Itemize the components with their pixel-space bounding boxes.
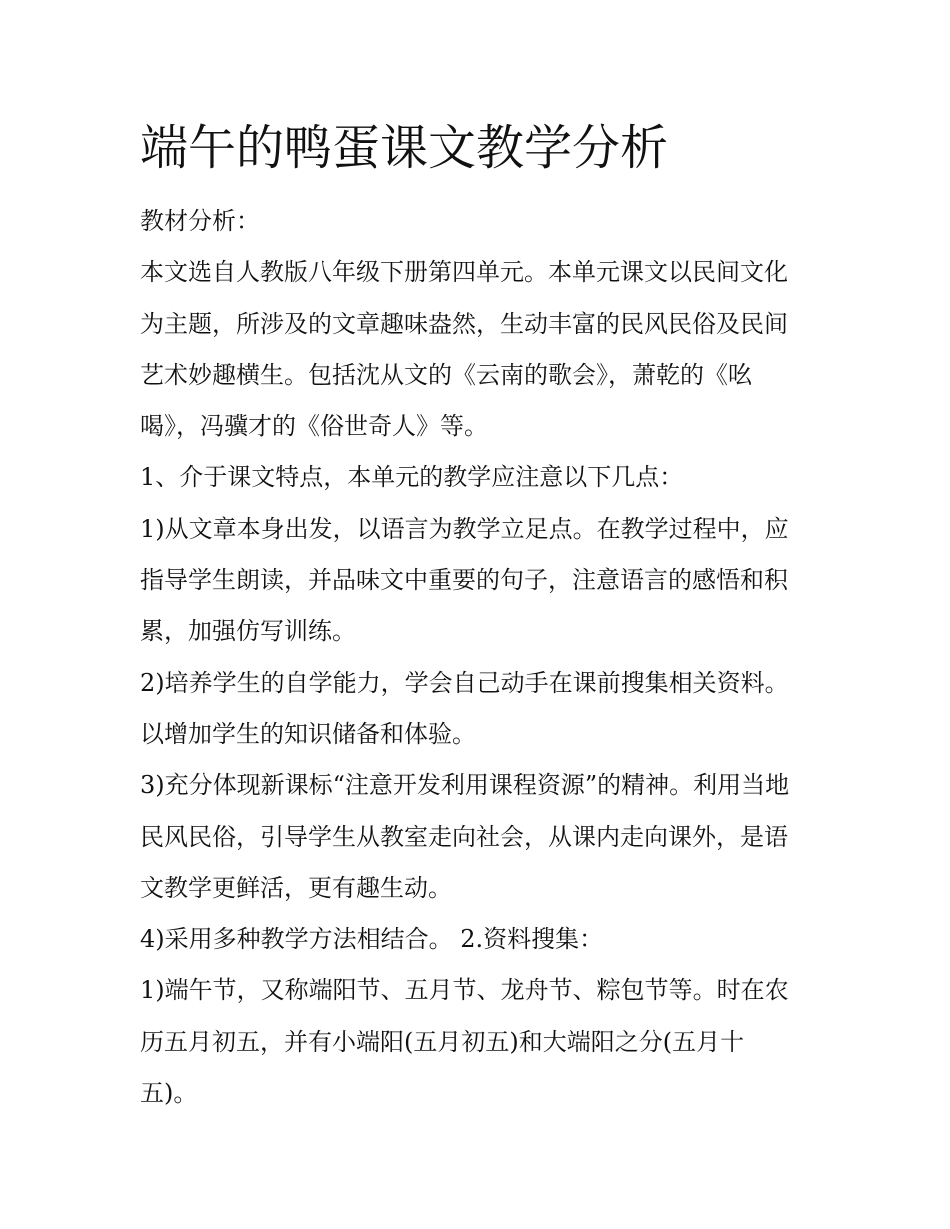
text-line: 以增加学生的知识储备和体验。 <box>140 719 476 748</box>
text-line: 民风民俗，引导学生从教室走向社会，从课内走向课外，是语 <box>140 822 788 851</box>
text-line: 为主题，所涉及的文章趣味盎然，生动丰富的民风民俗及民间 <box>140 309 788 338</box>
text-line: 1)端午节，又称端阳节、五月节、龙舟节、粽包节等。时在农 <box>140 976 789 1005</box>
text-line: 教材分析： <box>140 207 260 235</box>
text-line: 历五月初五，并有小端阳(五月初五)和大端阳之分(五月十 <box>140 1027 745 1056</box>
text-line: 1、介于课文特点，本单元的教学应注意以下几点： <box>140 463 684 492</box>
text-line: 喝》，冯骥才的《俗世奇人》等。 <box>140 412 488 441</box>
text-line: 艺术妙趣横生。包括沈从文的《云南的歌会》，萧乾的《吆 <box>140 360 752 389</box>
text-line: 五)。 <box>140 1079 198 1108</box>
text-line: 指导学生朗读，并品味文中重要的句子，注意语言的感悟和积 <box>140 566 788 595</box>
text-line: 3)充分体现新课标“注意开发利用课程资源”的精神。利用当地 <box>140 771 790 800</box>
document-title: 端午的鸭蛋课文教学分析 <box>140 120 669 176</box>
text-line: 1)从文章本身出发，以语言为教学立足点。在教学过程中，应 <box>140 514 789 543</box>
text-line: 2)培养学生的自学能力，学会自己动手在课前搜集相关资料。 <box>140 668 789 697</box>
text-line: 累，加强仿写训练。 <box>140 617 356 646</box>
text-line: 4)采用多种教学方法相结合。 2.资料搜集： <box>140 925 604 954</box>
document-body <box>140 196 820 1119</box>
text-line: 本文选自人教版八年级下册第四单元。本单元课文以民间文化 <box>140 258 788 287</box>
text-line: 文教学更鲜活，更有趣生动。 <box>140 873 452 902</box>
